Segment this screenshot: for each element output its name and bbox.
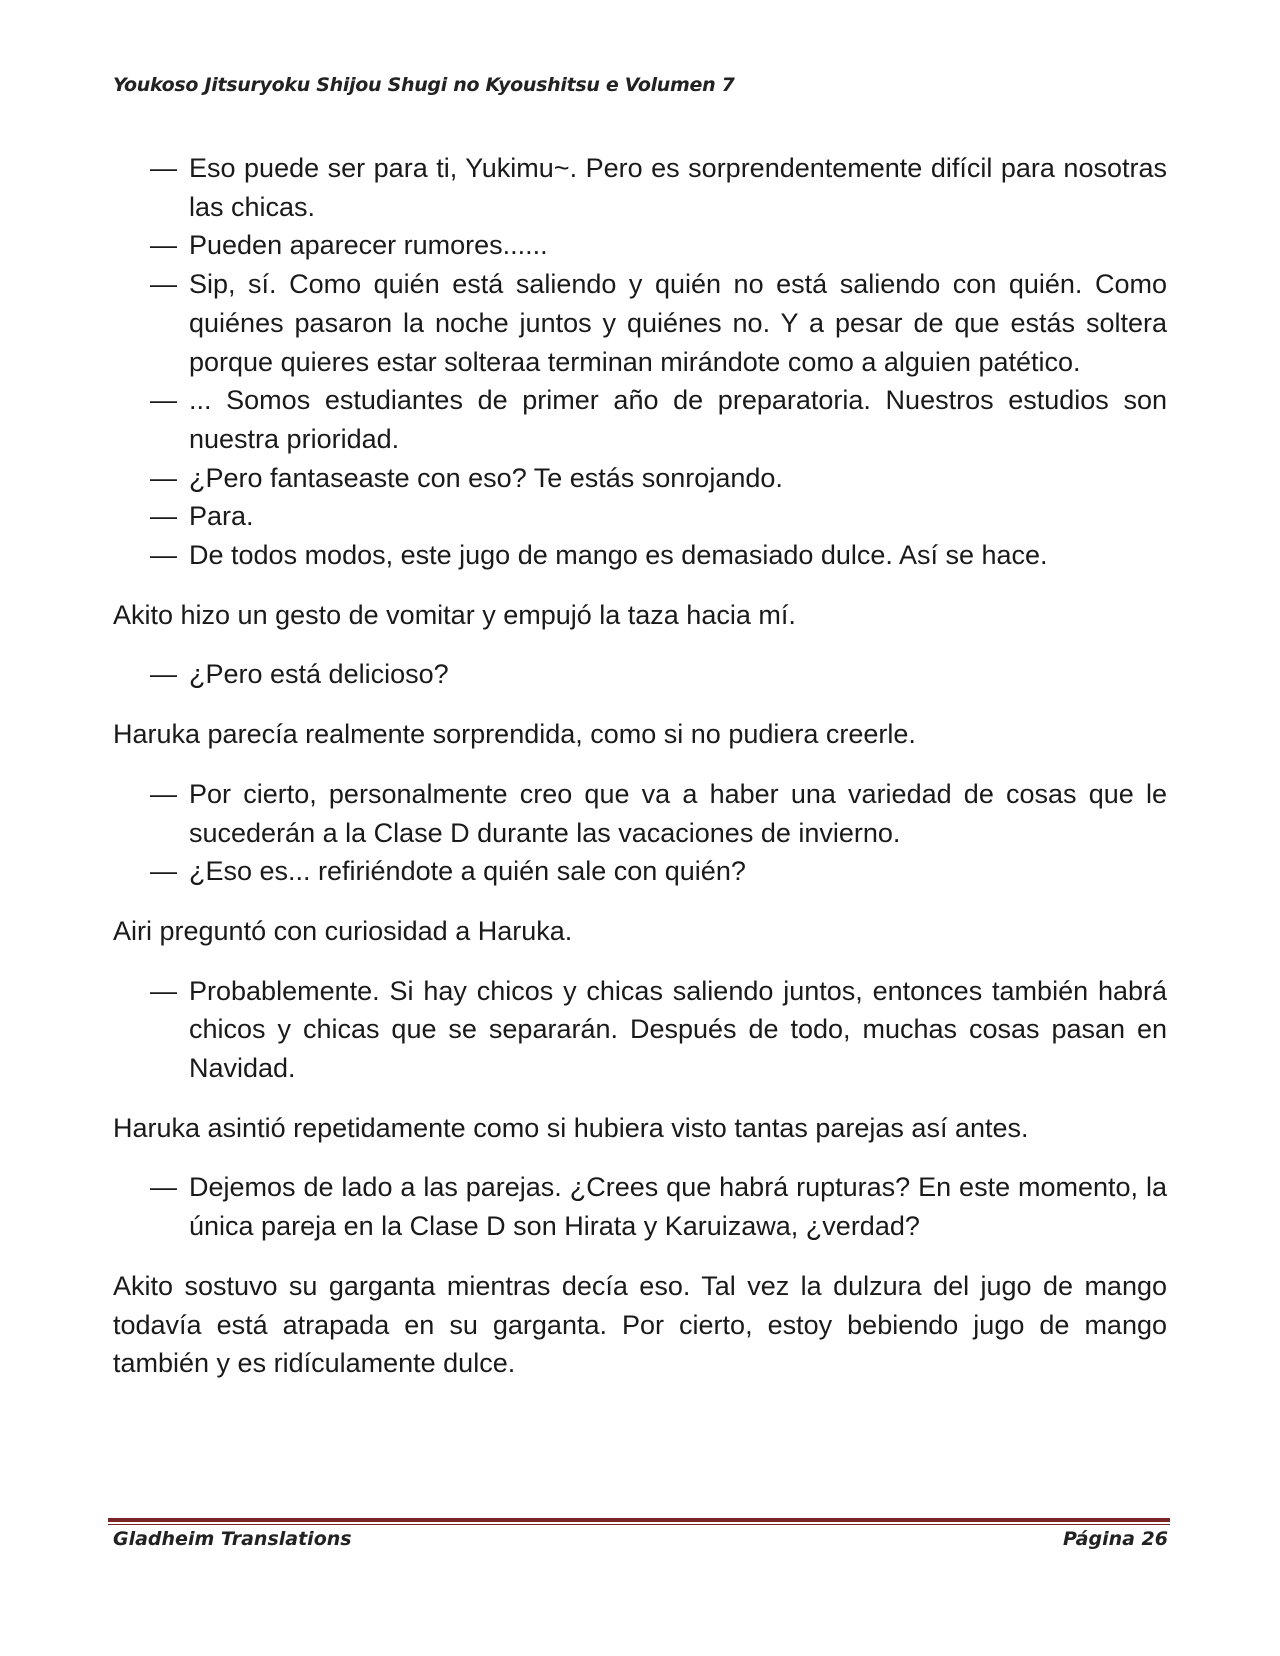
dialogue-text: ¿Pero está delicioso? <box>189 659 449 690</box>
dialogue-line <box>113 381 1167 458</box>
footer-divider-thick <box>108 1518 1170 1522</box>
page-number: Página 26 <box>1062 1528 1168 1550</box>
dialogue-line <box>113 459 1167 498</box>
dialogue-dash: — <box>150 153 177 183</box>
dialogue-line <box>113 655 1167 694</box>
dialogue-text: Para. <box>189 501 254 532</box>
dialogue-line <box>113 775 1167 852</box>
dialogue-dash: — <box>150 540 177 571</box>
dialogue-dash: — <box>150 856 177 887</box>
dialogue-line <box>113 497 1167 536</box>
dialogue-line <box>113 226 1167 265</box>
narration-paragraph: Akito sostuvo su garganta mientras decía eso. Tal vez la dulzura del jugo de mango todavía está atrapada en su garganta. Por cierto, estoy bebiendo jugo de mango también y es ridículamente dulce. <box>113 1270 1167 1379</box>
footer-divider-thin <box>108 1524 1170 1525</box>
dialogue-text: ... Somos estudiantes de primer año de preparatoria. Nuestros estudios son nuestra prioridad. <box>189 385 1167 454</box>
dialogue-text: Dejemos de lado a las parejas. ¿Crees que habrá rupturas? En este momento, la única pareja en la Clase D son Hirata y Karuizawa, ¿verdad? <box>189 1172 1167 1242</box>
dialogue-line <box>113 852 1167 891</box>
narration-paragraph: Haruka parecía realmente sorprendida, como si no pudiera creerle. <box>113 719 916 750</box>
dialogue-dash: — <box>150 1172 177 1203</box>
page-header-title: Youkoso Jitsuryoku Shijou Shugi no Kyoushitsu e Volumen 7 <box>113 74 735 96</box>
dialogue-dash: — <box>150 269 177 300</box>
narration-paragraph: Haruka asintió repetidamente como si hubiera visto tantas parejas así antes. <box>113 1112 1029 1143</box>
narration-paragraph: Akito hizo un gesto de vomitar y empujó la taza hacia mí. <box>113 599 796 630</box>
dialogue-dash: — <box>150 230 177 261</box>
dialogue-dash: — <box>150 778 177 809</box>
footer-credit: Gladheim Translations <box>113 1528 352 1550</box>
dialogue-dash: — <box>150 501 177 532</box>
dialogue-text: Pueden aparecer rumores...... <box>189 230 548 261</box>
dialogue-text: Sip, sí. Como quién está saliendo y quién no está saliendo con quién. Como quiénes pasaron la noche juntos y quiénes no. Y a pesar de que estás soltera porque quieres estar solteraa terminan mirándote como a alguien patético. <box>189 269 1167 377</box>
narration-paragraph: Airi preguntó con curiosidad a Haruka. <box>113 915 573 946</box>
dialogue-text: Eso puede ser para ti, Yukimu~. Pero es sorprendentemente difícil para nosotras las chicas. <box>189 153 1167 222</box>
dialogue-text: De todos modos, este jugo de mango es demasiado dulce. Así se hace. <box>189 540 1048 571</box>
dialogue-dash: — <box>150 659 177 690</box>
dialogue-text: ¿Pero fantaseaste con eso? Te estás sonrojando. <box>189 462 783 493</box>
footer-divider <box>108 1518 1170 1525</box>
dialogue-text: Por cierto, personalmente creo que va a haber una variedad de cosas que le sucederán a la Clase D durante las vacaciones de invierno. <box>189 778 1167 848</box>
page-content <box>113 149 1167 1383</box>
dialogue-dash: — <box>150 975 177 1006</box>
dialogue-line <box>113 265 1167 381</box>
dialogue-line <box>113 536 1167 575</box>
dialogue-line <box>113 149 1167 226</box>
dialogue-line <box>113 1168 1167 1245</box>
dialogue-dash: — <box>150 462 177 493</box>
dialogue-text: Probablemente. Si hay chicos y chicas saliendo juntos, entonces también habrá chicos y chicas que se separarán. Después de todo, muchas cosas pasan en Navidad. <box>189 975 1167 1084</box>
dialogue-line <box>113 972 1167 1088</box>
dialogue-dash: — <box>150 385 177 416</box>
dialogue-text: ¿Eso es... refiriéndote a quién sale con quién? <box>189 856 746 887</box>
